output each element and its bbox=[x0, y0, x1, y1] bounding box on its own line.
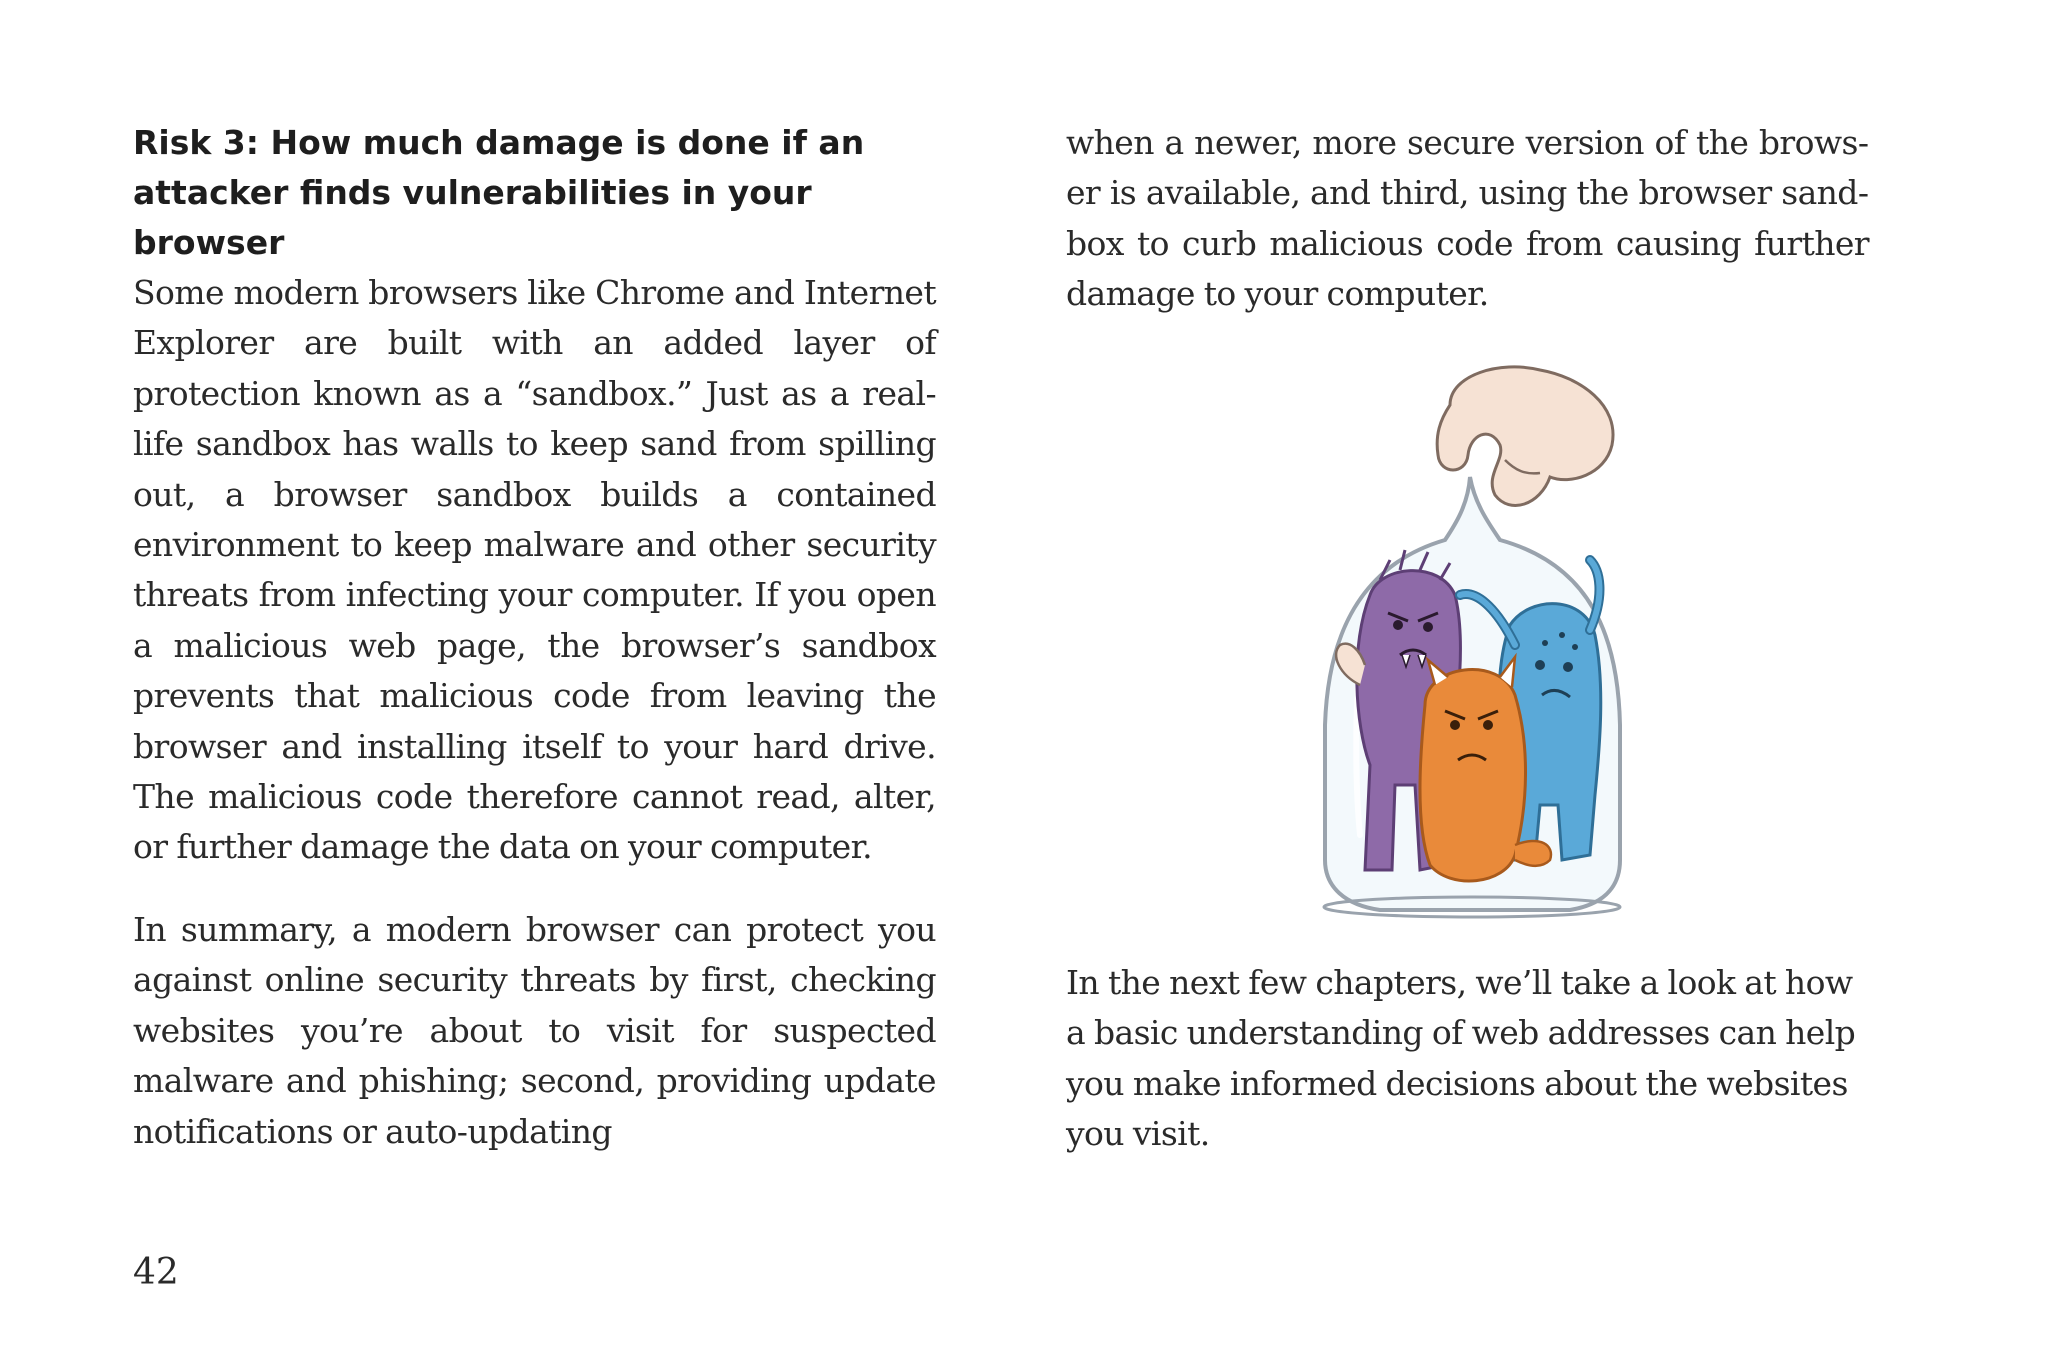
closing-column bbox=[1066, 958, 1869, 1160]
hand-icon bbox=[1437, 367, 1613, 506]
page-number: 42 bbox=[133, 1252, 179, 1293]
section-heading: Risk 3: How much damage is done if an attacker finds vulnerabilities in your browser bbox=[133, 123, 865, 262]
monsters-in-jar-illustration bbox=[1300, 365, 1640, 925]
right-column bbox=[1066, 118, 1869, 320]
left-column bbox=[133, 118, 936, 1157]
closing-paragraph: In the next few chapters, we’ll take a look at how a basic understanding of web addresses can help you make informed decisions about the websites you visit. bbox=[1066, 963, 1856, 1154]
continuation-paragraph: when a newer, more secure version of the browser is available, and third, using the browser sandbox to curb malicious code from causing further damage to your computer. bbox=[1066, 123, 1869, 314]
sandbox-paragraph: Some modern browsers like Chrome and Internet Explorer are built with an added layer of protection known as a “sandbox.” Just as a real-life sandbox has walls to keep sand from spilling out, a browser sandbox builds a contained environment to keep malware and other security threats from infecting your computer. If you open a malicious web page, the browser’s sandbox prevents that malicious code from leaving the browser and installing itself to your hard drive. The malicious code therefore cannot read, alter, or further damage the data on your computer. bbox=[133, 273, 936, 867]
summary-paragraph: In summary, a modern browser can protect you against online security threats by first, checking websites you’re about to visit for suspected malware and phishing; second, providing update notifications or auto-updating bbox=[133, 909, 936, 1151]
